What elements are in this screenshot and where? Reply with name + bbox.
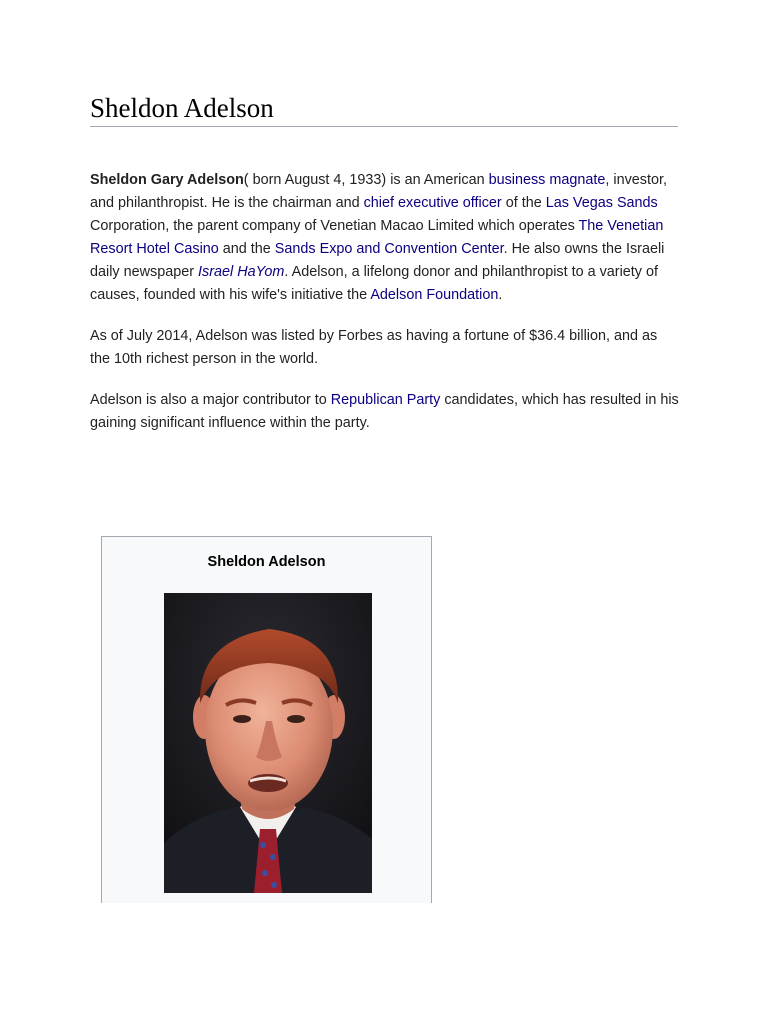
link-sands-expo[interactable]: Sands Expo and Convention Center <box>274 241 504 257</box>
portrait-illustration <box>164 593 372 893</box>
article-body <box>90 169 680 453</box>
page-title: Sheldon Adelson <box>90 92 678 127</box>
portrait-image[interactable] <box>164 593 372 893</box>
subject-name: Sheldon Gary Adelson <box>90 172 244 188</box>
link-israel-hayom[interactable]: Israel HaYom <box>198 264 285 280</box>
link-venetian-resort[interactable]: The Venetian Resort Hotel Casino <box>90 218 664 257</box>
fortune-paragraph: As of July 2014, Adelson was listed by Forbes as having a fortune of $36.4 billion, and as the 10th richest person in the world. <box>90 328 658 367</box>
link-las-vegas-sands[interactable]: Las Vegas Sands <box>545 195 658 211</box>
infobox-title: Sheldon Adelson <box>207 554 326 570</box>
link-adelson-foundation[interactable]: Adelson Foundation <box>370 287 499 303</box>
politics-paragraph: Adelson is also a major contributor to Republican Party candidates, which has resulted in his gaining significant influence within the party. <box>90 392 679 431</box>
infobox <box>101 536 432 903</box>
link-business-magnate[interactable]: business magnate <box>488 172 606 188</box>
lead-paragraph: Sheldon Gary Adelson( born August 4, 1933) is an American business magnate, investor, and philanthropist. He is the chairman and chief executive officer of the Las Vegas Sands Corporation, the parent company of Venetian Macao Limited which operates The Venetian Resort Hotel Casino and the Sands Expo and Convention Center. He also owns the Israeli daily newspaper Israel HaYom. Adelson, a lifelong donor and philanthropist to a variety of causes, founded with his wife's initiative the Adelson Foundation. <box>90 172 667 303</box>
link-chief-executive-officer[interactable]: chief executive officer <box>363 195 502 211</box>
link-republican-party[interactable]: Republican Party <box>330 392 441 408</box>
